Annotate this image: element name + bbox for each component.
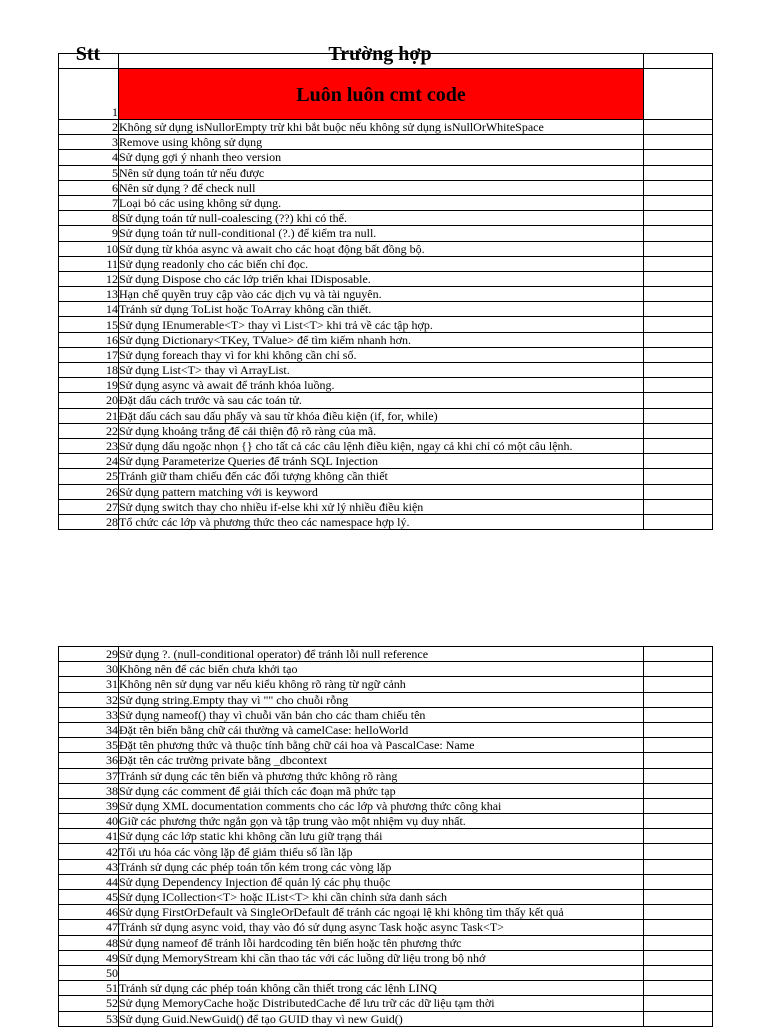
row-text: Đặt tên các trường private bằng _dbcontext [119, 753, 644, 768]
extra-cell [644, 469, 713, 484]
extra-cell [644, 859, 713, 874]
table-row [59, 859, 713, 874]
row-text: Remove using không sử dụng [119, 135, 644, 150]
extra-cell [644, 677, 713, 692]
extra-cell [644, 454, 713, 469]
extra-cell [644, 844, 713, 859]
row-text: Tối ưu hóa các vòng lặp để giảm thiểu số lần lặp [119, 844, 644, 859]
row-text: Sử dụng nameof để tránh lỗi hardcoding tên biến hoặc tên phương thức [119, 935, 644, 950]
extra-cell [644, 423, 713, 438]
table-row [59, 256, 713, 271]
row-text: Không nên sử dụng var nếu kiểu không rõ ràng từ ngữ cảnh [119, 677, 644, 692]
table-row [59, 241, 713, 256]
row-text: Tránh sử dụng ToList hoặc ToArray không cần thiết. [119, 302, 644, 317]
table-row [59, 438, 713, 453]
row-text: Đặt tên phương thức và thuộc tính bằng chữ cái hoa và PascalCase: Name [119, 738, 644, 753]
extra-cell [644, 935, 713, 950]
row-text: Sử dụng toán tử null-coalescing (??) khi có thể. [119, 211, 644, 226]
table-row [59, 165, 713, 180]
extra-cell [644, 920, 713, 935]
table-row [59, 920, 713, 935]
extra-cell [644, 165, 713, 180]
row-text: Sử dụng MemoryCache hoặc DistributedCache để lưu trữ các dữ liệu tạm thời [119, 996, 644, 1011]
extra-cell [644, 814, 713, 829]
row-number: 30 [59, 662, 119, 677]
row-text: Sử dụng Dependency Injection để quản lý các phụ thuộc [119, 874, 644, 889]
row-text: Sử dụng dấu ngoặc nhọn {} cho tất cả các câu lệnh điều kiện, ngay cả khi chỉ có một câu lệnh. [119, 438, 644, 453]
row-number: 27 [59, 499, 119, 514]
row-text: Loại bỏ các using không sử dụng. [119, 195, 644, 210]
table-row [59, 211, 713, 226]
table-row [59, 408, 713, 423]
row-text: Sử dụng pattern matching với is keyword [119, 484, 644, 499]
extra-cell [644, 484, 713, 499]
row-number: 23 [59, 438, 119, 453]
extra-cell [644, 499, 713, 514]
highlight-title: Luôn luôn cmt code [296, 84, 466, 106]
column-header-stt: Stt [75, 43, 101, 65]
extra-cell [644, 241, 713, 256]
extra-cell [644, 150, 713, 165]
row-number: 36 [59, 753, 119, 768]
table-row [59, 393, 713, 408]
row-number: 25 [59, 469, 119, 484]
extra-cell [644, 753, 713, 768]
row-number: 15 [59, 317, 119, 332]
extra-cell [644, 950, 713, 965]
row-number: 48 [59, 935, 119, 950]
row-number: 20 [59, 393, 119, 408]
header-row [59, 54, 713, 69]
table-row [59, 965, 713, 980]
table-row [59, 180, 713, 195]
row-number: 33 [59, 707, 119, 722]
table-row [59, 469, 713, 484]
extra-cell [644, 965, 713, 980]
highlight-title-cell [119, 69, 644, 120]
extra-cell [644, 393, 713, 408]
row-text: Sử dụng switch thay cho nhiều if-else khi xử lý nhiều điều kiện [119, 499, 644, 514]
row-text: Không nên để các biến chưa khởi tạo [119, 662, 644, 677]
row-number: 3 [59, 135, 119, 150]
table-row [59, 363, 713, 378]
row-number: 9 [59, 226, 119, 241]
table-row [59, 692, 713, 707]
extra-cell [644, 722, 713, 737]
extra-cell [644, 890, 713, 905]
row-number: 13 [59, 287, 119, 302]
table-row [59, 647, 713, 662]
row-text: Nên sử dụng toán tử nếu được [119, 165, 644, 180]
table-row [59, 484, 713, 499]
table-row [59, 662, 713, 677]
row-text: Giữ các phương thức ngắn gọn và tập trung vào một nhiệm vụ duy nhất. [119, 814, 644, 829]
table-row [59, 738, 713, 753]
table-row [59, 753, 713, 768]
table-row [59, 935, 713, 950]
row-text: Sử dụng Dictionary<TKey, TValue> để tìm kiếm nhanh hơn. [119, 332, 644, 347]
extra-cell [644, 662, 713, 677]
extra-cell [644, 874, 713, 889]
extra-cell [644, 180, 713, 195]
row-text: Sử dụng nameof() thay vì chuỗi văn bản cho các tham chiếu tên [119, 707, 644, 722]
row-text: Sử dụng string.Empty thay vì "" cho chuỗi rỗng [119, 692, 644, 707]
row-number: 6 [59, 180, 119, 195]
extra-cell [644, 332, 713, 347]
row-number: 40 [59, 814, 119, 829]
extra-cell [644, 211, 713, 226]
row-number: 8 [59, 211, 119, 226]
table-row [59, 890, 713, 905]
row-number: 32 [59, 692, 119, 707]
row-number: 10 [59, 241, 119, 256]
row-number: 53 [59, 1011, 119, 1026]
row-text: Sử dụng toán tử null-conditional (?.) để kiểm tra null. [119, 226, 644, 241]
row-text: Sử dụng từ khóa async và await cho các hoạt động bất đồng bộ. [119, 241, 644, 256]
extra-cell [644, 798, 713, 813]
row-number: 37 [59, 768, 119, 783]
row-text [119, 965, 644, 980]
extra-cell [644, 302, 713, 317]
row-number: 49 [59, 950, 119, 965]
row-text: Sử dụng Dispose cho các lớp triển khai IDisposable. [119, 271, 644, 286]
extra-cell [644, 378, 713, 393]
row-number: 18 [59, 363, 119, 378]
row-number: 52 [59, 996, 119, 1011]
row-number: 28 [59, 514, 119, 529]
extra-cell [644, 692, 713, 707]
row-number: 5 [59, 165, 119, 180]
row-text: Tránh sử dụng các tên biến và phương thức không rõ ràng [119, 768, 644, 783]
table-row [59, 981, 713, 996]
table-row [59, 302, 713, 317]
extra-cell [644, 195, 713, 210]
table-row [59, 226, 713, 241]
row-text: Sử dụng ?. (null-conditional operator) để tránh lỗi null reference [119, 647, 644, 662]
extra-cell [644, 256, 713, 271]
row-number: 2 [59, 120, 119, 135]
extra-cell [644, 363, 713, 378]
extra-cell [644, 905, 713, 920]
table-row [59, 814, 713, 829]
extra-cell [644, 271, 713, 286]
row-number: 1 [59, 69, 119, 120]
table-row [59, 195, 713, 210]
row-number: 38 [59, 783, 119, 798]
extra-cell [644, 120, 713, 135]
row-number: 42 [59, 844, 119, 859]
rules-table-page-1 [58, 53, 713, 530]
row-text: Sử dụng XML documentation comments cho các lớp và phương thức công khai [119, 798, 644, 813]
row-number: 4 [59, 150, 119, 165]
table-row [59, 499, 713, 514]
row-text: Sử dụng các lớp static khi không cần lưu giữ trạng thái [119, 829, 644, 844]
row-text: Sử dụng IEnumerable<T> thay vì List<T> khi trả về các tập hợp. [119, 317, 644, 332]
table-row [59, 271, 713, 286]
row-text: Sử dụng List<T> thay vì ArrayList. [119, 363, 644, 378]
table-row [59, 874, 713, 889]
row-number: 29 [59, 647, 119, 662]
table-row [59, 423, 713, 438]
row-number: 41 [59, 829, 119, 844]
row-number: 51 [59, 981, 119, 996]
extra-cell [644, 514, 713, 529]
row-number: 19 [59, 378, 119, 393]
highlight-row [59, 69, 713, 120]
row-number: 14 [59, 302, 119, 317]
extra-cell [644, 981, 713, 996]
table-row [59, 722, 713, 737]
header-cell-stt [59, 54, 119, 69]
table-row [59, 378, 713, 393]
table-row [59, 332, 713, 347]
row-text: Sử dụng Guid.NewGuid() để tạo GUID thay vì new Guid() [119, 1011, 644, 1026]
extra-cell [644, 738, 713, 753]
extra-cell [644, 408, 713, 423]
row-number: 21 [59, 408, 119, 423]
row-number: 34 [59, 722, 119, 737]
header-cell-case [119, 54, 644, 69]
row-text: Tránh sử dụng các phép toán tốn kém trong các vòng lặp [119, 859, 644, 874]
row-number: 26 [59, 484, 119, 499]
table-row [59, 844, 713, 859]
extra-cell [644, 647, 713, 662]
row-text: Sử dụng các comment để giải thích các đoạn mã phức tạp [119, 783, 644, 798]
row-text: Sử dụng ICollection<T> hoặc IList<T> khi cần chỉnh sửa danh sách [119, 890, 644, 905]
row-text: Tránh giữ tham chiếu đến các đối tượng không cần thiết [119, 469, 644, 484]
row-number: 43 [59, 859, 119, 874]
table-row [59, 905, 713, 920]
row-text: Hạn chế quyền truy cập vào các dịch vụ và tài nguyên. [119, 287, 644, 302]
table-row [59, 950, 713, 965]
table-row [59, 514, 713, 529]
table-row [59, 783, 713, 798]
row-text: Đặt dấu cách trước và sau các toán tử. [119, 393, 644, 408]
row-number: 7 [59, 195, 119, 210]
row-number: 39 [59, 798, 119, 813]
row-number: 50 [59, 965, 119, 980]
column-header-case: Trường hợp [328, 43, 432, 65]
row-number: 12 [59, 271, 119, 286]
row-number: 24 [59, 454, 119, 469]
row-number: 11 [59, 256, 119, 271]
row-number: 22 [59, 423, 119, 438]
extra-cell [644, 996, 713, 1011]
row-text: Sử dụng MemoryStream khi cần thao tác với các luồng dữ liệu trong bộ nhớ [119, 950, 644, 965]
row-text: Không sử dụng isNullorEmpty trừ khi bắt buộc nếu không sử dụng isNullOrWhiteSpace [119, 120, 644, 135]
extra-cell [644, 69, 713, 120]
row-text: Sử dụng khoảng trắng để cải thiện độ rõ ràng của mã. [119, 423, 644, 438]
extra-cell [644, 226, 713, 241]
table-row [59, 287, 713, 302]
row-text: Sử dụng FirstOrDefault và SingleOrDefault để tránh các ngoại lệ khi không tìm thấy kết quả [119, 905, 644, 920]
table-row [59, 120, 713, 135]
row-text: Tổ chức các lớp và phương thức theo các namespace hợp lý. [119, 514, 644, 529]
row-number: 17 [59, 347, 119, 362]
extra-cell [644, 287, 713, 302]
table-row [59, 798, 713, 813]
table-row [59, 996, 713, 1011]
row-number: 35 [59, 738, 119, 753]
table-row [59, 317, 713, 332]
row-text: Sử dụng gợi ý nhanh theo version [119, 150, 644, 165]
extra-cell [644, 707, 713, 722]
extra-cell [644, 829, 713, 844]
row-number: 45 [59, 890, 119, 905]
row-text: Sử dụng Parameterize Queries để tránh SQL Injection [119, 454, 644, 469]
row-text: Nên sử dụng ? để check null [119, 180, 644, 195]
table-row [59, 677, 713, 692]
row-text: Sử dụng readonly cho các biến chỉ đọc. [119, 256, 644, 271]
row-text: Đặt dấu cách sau dấu phẩy và sau từ khóa điều kiện (if, for, while) [119, 408, 644, 423]
table-row [59, 347, 713, 362]
row-text: Sử dụng foreach thay vì for khi không cần chỉ số. [119, 347, 644, 362]
header-cell-extra [644, 54, 713, 69]
extra-cell [644, 347, 713, 362]
row-number: 47 [59, 920, 119, 935]
table-row [59, 135, 713, 150]
rules-table-page-2 [58, 646, 713, 1027]
table-row [59, 454, 713, 469]
row-number: 46 [59, 905, 119, 920]
row-number: 44 [59, 874, 119, 889]
row-text: Tránh sử dụng async void, thay vào đó sử dụng async Task hoặc async Task<T> [119, 920, 644, 935]
table-row [59, 768, 713, 783]
row-text: Tránh sử dụng các phép toán không cần thiết trong các lệnh LINQ [119, 981, 644, 996]
extra-cell [644, 783, 713, 798]
row-number: 16 [59, 332, 119, 347]
table-row [59, 829, 713, 844]
table-row [59, 707, 713, 722]
extra-cell [644, 768, 713, 783]
extra-cell [644, 317, 713, 332]
extra-cell [644, 135, 713, 150]
row-text: Sử dụng async và await để tránh khóa luồng. [119, 378, 644, 393]
row-number: 31 [59, 677, 119, 692]
row-text: Đặt tên biến bằng chữ cái thường và camelCase: helloWorld [119, 722, 644, 737]
extra-cell [644, 438, 713, 453]
table-row [59, 150, 713, 165]
